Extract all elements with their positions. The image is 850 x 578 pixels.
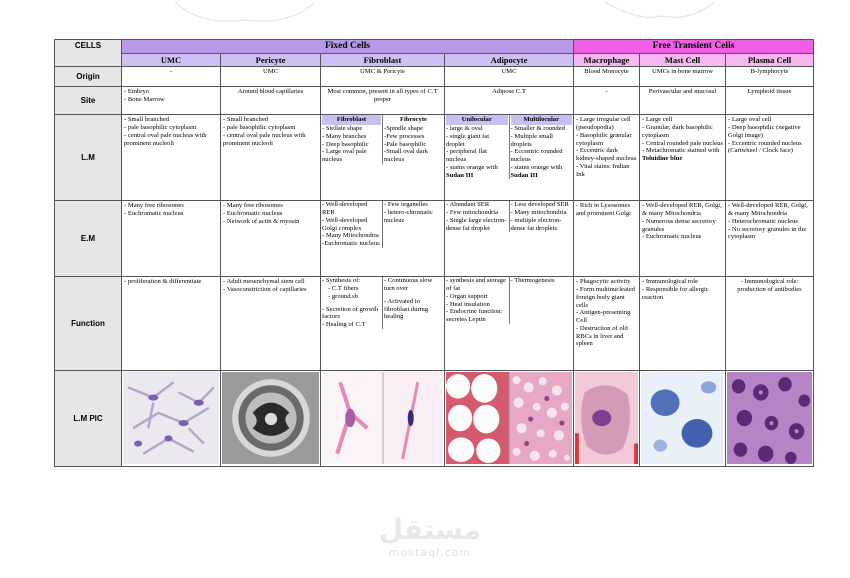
micrograph-umc xyxy=(122,371,221,467)
adipocyte-micrograph-image xyxy=(446,372,572,464)
em-pericyte xyxy=(221,201,321,277)
em-fibrocyte-line: - hetero-chromatic nucleus xyxy=(384,208,433,224)
lm-mast-line: - Granular, dark basophilic cytoplasm xyxy=(642,123,713,139)
lm-mast-stain: Toluidine blue xyxy=(642,155,683,163)
function-macrophage xyxy=(574,277,640,371)
site-umc-line: - Embryo xyxy=(124,88,150,96)
site-umc xyxy=(122,87,221,115)
lm-macrophage-line: - Basophilic granular cytoplasm xyxy=(576,131,632,147)
micrograph-mast xyxy=(640,371,726,467)
decorative-cloud-top-right xyxy=(600,0,720,24)
lm-adipocyte xyxy=(445,115,574,201)
function-fibroblast xyxy=(321,277,445,371)
em-pericyte-line: - Network of actin & myosin xyxy=(223,217,300,225)
em-fibrocyte-line: - Few organelles xyxy=(384,201,428,209)
function-multilocular-line: - Thermogenesis xyxy=(510,277,555,285)
watermark-logo xyxy=(340,514,520,574)
em-unilocular-line: - Single large electron-dense fat droplet xyxy=(446,216,507,232)
em-plasma xyxy=(726,201,814,277)
lm-unilocular-line: - large & oval xyxy=(446,124,483,132)
lm-unilocular-line: - peripheral flat nucleus xyxy=(446,148,488,164)
function-mast-line: - Immunological role xyxy=(642,278,699,286)
site-mast: Perivascular and mucosal xyxy=(640,87,726,115)
em-mast-line: - Numerous dense secretory granules xyxy=(642,217,716,233)
lm-umc-line: - Small branched xyxy=(124,116,170,124)
em-mast-line: - Well-developed RER, Golgi, & many Mitochondria xyxy=(642,202,722,217)
lm-fibroblast-line: - Many branches xyxy=(322,132,367,140)
function-unilocular-line: - Heat insulation xyxy=(446,300,490,308)
em-pericyte-line: - Euchromatic nucleus xyxy=(223,209,283,217)
origin-macrophage: Blood Monocyte xyxy=(574,67,640,87)
lm-fibrocyte-line: -Small oval dark nucleus xyxy=(384,148,428,164)
em-pericyte-line: - Many free ribosomes xyxy=(223,202,283,210)
function-adipocyte-split xyxy=(445,277,573,324)
lm-pericyte xyxy=(221,115,321,201)
lm-mast-line: - Metachromatic stained with xyxy=(642,147,720,155)
lm-multilocular-line: - Multiple small droplets xyxy=(510,132,553,148)
micrograph-adipocyte xyxy=(445,371,574,467)
column-header-plasma: Plasma Cell xyxy=(726,54,814,67)
cells-corner-label: CELLS xyxy=(55,40,122,67)
function-pericyte xyxy=(221,277,321,371)
fixed-cells-header: Fixed Cells xyxy=(122,40,574,54)
lm-multilocular-line: - Smaller & rounded xyxy=(510,124,565,132)
lm-fibroblast-subheader: Fibroblast xyxy=(322,115,381,125)
watermark-latin: mostaql.com xyxy=(388,546,472,559)
lm-pericyte-line: - central oval pale nucleus with prominent nucleoli xyxy=(223,131,306,147)
lm-unilocular-line: - single giant fat droplet xyxy=(446,132,490,148)
em-adipocyte-split xyxy=(445,201,573,232)
lm-fibroblast-split xyxy=(321,115,444,164)
decorative-cloud-top xyxy=(170,0,320,26)
lm-umc-line: - central oval pale nucleus with prominent nucleoli xyxy=(124,131,207,147)
pericyte-micrograph-image xyxy=(222,372,319,464)
watermark-arabic: مستقل xyxy=(378,513,482,546)
em-plasma-line: - Well-developed RER, Golgi, & many Mitochondria xyxy=(728,202,808,217)
lm-pericyte-line: - pale basophilic cytoplasm xyxy=(223,123,296,131)
site-fibroblast: Most common, present in all types of C.T proper xyxy=(321,87,445,115)
function-mast xyxy=(640,277,726,371)
origin-umc: - xyxy=(122,67,221,87)
origin-fibroblast: UMC & Pericyte xyxy=(321,67,445,87)
row-label-lmpic: L.M PIC xyxy=(55,371,122,467)
em-fibroblast-line: - Many Mitochondria xyxy=(322,232,379,240)
site-adipocyte: Adipose C.T xyxy=(445,87,574,115)
function-macrophage-line: - Destruction of old RBCs in liver and spleen xyxy=(576,324,628,348)
lm-unilocular-line: - stains orange with xyxy=(446,163,498,171)
em-umc-line: - Many free ribosomes xyxy=(124,202,184,210)
site-macrophage: - xyxy=(574,87,640,115)
lm-unilocular-stain: Sudan III xyxy=(446,171,474,179)
em-umc-line: - Euchromatic nucleus xyxy=(124,209,184,217)
function-adipocyte xyxy=(445,277,574,371)
em-mast xyxy=(640,201,726,277)
function-fibrocyte-line: - Activated to fibroblast during healing xyxy=(384,297,429,321)
lm-plasma xyxy=(726,115,814,201)
micrograph-fibroblast xyxy=(321,371,445,467)
lm-fibroblast-line: - Large oval pale nucleus xyxy=(322,148,367,164)
row-label-function: Function xyxy=(55,277,122,371)
site-plasma: Lymphoid tissue xyxy=(726,87,814,115)
function-fibroblast-line: - Secretion of growth factors xyxy=(322,305,379,321)
micrograph-macrophage xyxy=(574,371,640,467)
em-macrophage-line: - Rich in Lysosomes and prominent Golgi xyxy=(576,202,631,217)
row-label-lm: L.M xyxy=(55,115,122,201)
fibroblast-micrograph-image xyxy=(322,372,443,464)
plasma-micrograph-image xyxy=(727,372,812,464)
lm-plasma-line: - Eccentric rounded nucleus (Cartwheel / Clock face) xyxy=(728,139,802,155)
em-mast-line: - Euchromatic nucleus xyxy=(642,233,702,241)
function-macrophage-line: - Form multinucleated foreign body giant cells xyxy=(576,285,635,309)
row-label-em: E.M xyxy=(55,201,122,277)
em-fibroblast xyxy=(321,201,445,277)
function-fibroblast-line: - ground.sb xyxy=(328,292,359,300)
lm-fibrocyte-subheader: Fibrocyte xyxy=(400,116,427,124)
lm-fibroblast-line: - Deep basophilic xyxy=(322,140,369,148)
column-header-umc: UMC xyxy=(122,54,221,67)
lm-multilocular-line: - Eccentric rounded nucleus xyxy=(510,148,563,164)
em-fibroblast-line: -Euchromatic nucleus xyxy=(322,240,380,248)
function-pericyte-line: - Adult mesenchymal stem cell xyxy=(223,278,305,286)
lm-macrophage-line: - Large irregular cell (pseudopodia) xyxy=(576,116,631,131)
lm-macrophage-line: - Vital stains: Indian Ink xyxy=(576,162,630,178)
function-plasma xyxy=(726,277,814,371)
function-fibroblast-split xyxy=(321,277,444,329)
column-header-fibroblast: Fibroblast xyxy=(321,54,445,67)
lm-fibroblast xyxy=(321,115,445,201)
mast-micrograph-image xyxy=(641,372,724,464)
em-multilocular-line: - Less developed SER xyxy=(510,201,569,209)
umc-micrograph-image xyxy=(123,372,219,464)
em-fibroblast-line: - Well-developed Golgi complex xyxy=(322,216,368,232)
lm-mast-line: - Large cell xyxy=(642,116,673,124)
lm-plasma-line: - Large oval cell xyxy=(728,116,772,124)
em-unilocular-line: - Abundant SER xyxy=(446,201,490,209)
function-fibrocyte-line: - Continuous slow turn over xyxy=(384,277,433,292)
lm-fibrocyte-line: -Spindle shape xyxy=(384,124,424,132)
function-unilocular-line: - synthesis and storage of fat xyxy=(446,277,506,292)
free-cells-header: Free Transient Cells xyxy=(574,40,814,54)
function-fibroblast-line: - Synthesis of: xyxy=(322,277,361,285)
function-unilocular-line: - Organ support xyxy=(446,292,488,300)
origin-mast: UMCs in bone marrow xyxy=(640,67,726,87)
lm-plasma-line: - Deep basophilic (negative Golgi image) xyxy=(728,123,801,139)
lm-macrophage xyxy=(574,115,640,201)
function-mast-line: - Responsible for allergic reaction xyxy=(642,285,709,301)
column-header-macrophage: Macrophage xyxy=(574,54,640,67)
em-plasma-line: - No secretory granules in the cytoplasm xyxy=(728,225,807,241)
function-umc xyxy=(122,277,221,371)
cells-comparison-table xyxy=(54,39,814,467)
em-fibroblast-split xyxy=(321,201,444,248)
origin-adipocyte: UMC xyxy=(445,67,574,87)
lm-mast-line: - Central rounded pale nucleus xyxy=(642,139,723,147)
origin-pericyte: UMC xyxy=(221,67,321,87)
function-fibroblast-line: - C.T fibers xyxy=(328,284,359,292)
lm-unilocular-subheader: Unilocular xyxy=(446,115,508,125)
em-macrophage xyxy=(574,201,640,277)
column-header-adipocyte: Adipocyte xyxy=(445,54,574,67)
row-label-origin: Origin xyxy=(55,67,122,87)
em-umc xyxy=(122,201,221,277)
em-multilocular-line: - multiple electron-dense fat droplets xyxy=(510,216,562,232)
function-plasma-line: - Immunological role: production of antibodies xyxy=(737,278,802,293)
function-umc-line: - proliferation & differentiate xyxy=(124,278,202,286)
em-unilocular-line: - Few mitochondria xyxy=(446,208,499,216)
function-macrophage-line: - Phagocytic activity xyxy=(576,278,631,286)
micrograph-pericyte xyxy=(221,371,321,467)
lm-macrophage-line: - Eccentric dark kidney-shaped nucleus xyxy=(576,147,637,163)
em-multilocular-line: - Many mitochondria xyxy=(510,208,567,216)
em-plasma-line: - Heterochromatic nucleus xyxy=(728,217,798,225)
lm-multilocular-stain: Sudan III xyxy=(510,171,538,179)
function-pericyte-line: - Vasoconstriction of capillaries xyxy=(223,285,307,293)
function-macrophage-line: - Antigen-presenting Cell xyxy=(576,309,631,325)
lm-umc xyxy=(122,115,221,201)
lm-umc-line: - pale basophilic cytoplasm xyxy=(124,123,197,131)
lm-fibrocyte-line: -Pale basophilic xyxy=(384,140,427,148)
site-umc-line: - Bone Marrow xyxy=(124,95,165,103)
lm-mast xyxy=(640,115,726,201)
em-fibroblast-line: - Well-developed RER xyxy=(322,201,368,216)
column-header-mast: Mast Cell xyxy=(640,54,726,67)
row-label-site: Site xyxy=(55,87,122,115)
em-adipocyte xyxy=(445,201,574,277)
lm-multilocular-subheader: Multilocular xyxy=(511,115,573,125)
site-pericyte: Around blood capillaries xyxy=(221,87,321,115)
lm-fibrocyte-line: -Few processes xyxy=(384,132,425,140)
lm-fibroblast-line: - Stellate shape xyxy=(322,124,363,132)
function-unilocular-line: - Endocrine function: secretes Leptin xyxy=(446,308,503,324)
micrograph-plasma xyxy=(726,371,814,467)
lm-adipocyte-split xyxy=(445,115,573,179)
lm-multilocular-line: - stains orange with xyxy=(510,163,563,171)
function-fibroblast-line: - Healing of C.T xyxy=(322,321,366,329)
macrophage-micrograph-image xyxy=(575,372,638,464)
lm-pericyte-line: - Small branched xyxy=(223,116,269,124)
origin-plasma: B-lymphocyte xyxy=(726,67,814,87)
column-header-pericyte: Pericyte xyxy=(221,54,321,67)
